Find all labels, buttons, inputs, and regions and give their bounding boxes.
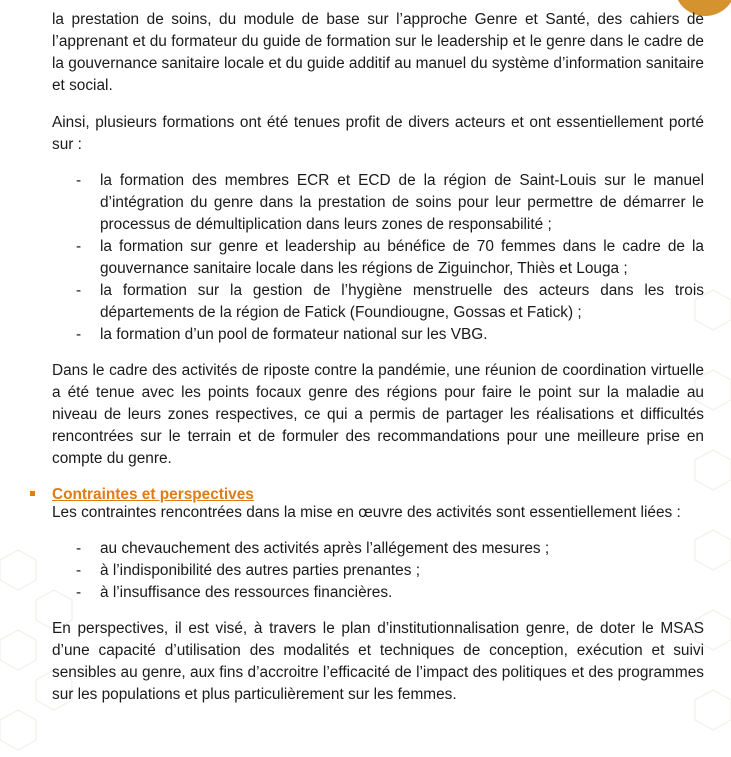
list-item [52,170,704,236]
list-item [52,538,704,560]
contraintes-paragraph: Les contraintes rencontrées dans la mise en œuvre des activités sont essentiellement liées : [52,504,681,521]
list-dash: - [76,540,82,557]
section-heading [52,484,704,502]
section-bullet-icon [30,491,35,496]
riposte-paragraph: Dans le cadre des activités de riposte contre la pandémie, une réunion de coordination virtuelle a été tenue avec les points focaux genre des régions pour faire le point sur la maladie au niveau de leurs zones respectives, ce qui a permis de partager les réalisations et difficultés rencontrées sur le terrain et de formuler des recommandations pour une meilleure prise en compte du genre. [52,362,704,467]
list-item [52,560,704,582]
list-item-text: la formation d’un pool de formateur national sur les VBG. [100,326,488,343]
list-item-text: à l’insuffisance des ressources financières. [100,584,393,601]
section-title: Contraintes et perspectives [52,486,254,503]
list-item [52,582,704,604]
list-dash: - [76,326,82,343]
perspectives-paragraph: En perspectives, il est visé, à travers le plan d’institutionnalisation genre, de doter le MSAS d’une capacité d’utilisation des modalités et techniques de conception, exécution et suivi sensibles au genre, aux fins d’accroitre l’efficacité de l’impact des politiques et des programmes sur les populations et plus particulièrement sur les femmes. [52,620,704,703]
ainsi-paragraph: Ainsi, plusieurs formations ont été tenues profit de divers acteurs et ont essentiellement porté sur : [52,114,704,153]
list-item [52,236,704,280]
list-item [52,324,704,346]
contraintes-list [52,538,704,604]
formations-list [52,170,704,346]
list-dash: - [76,562,82,579]
list-item-text: la formation sur genre et leadership au bénéfice de 70 femmes dans le cadre de la gouvernance sanitaire locale dans les régions de Ziguinchor, Thiès et Louga ; [100,238,704,277]
list-dash: - [76,282,82,299]
document-body [52,9,704,706]
list-dash: - [76,172,82,189]
list-item [52,280,704,324]
list-item-text: la formation des membres ECR et ECD de la région de Saint-Louis sur le manuel d’intégration du genre dans la prestation de soins pour leur permettre de démarrer le processus de démultiplication dans leurs zones de responsabilité ; [100,172,704,233]
intro-paragraph: la prestation de soins, du module de base sur l’approche Genre et Santé, des cahiers de l’apprenant et du formateur du guide de formation sur le leadership et le genre dans le cadre de la gouvernance sanitaire locale et du guide additif au manuel du système d’information sanitaire et social. [52,11,704,94]
list-item-text: la formation sur la gestion de l’hygiène menstruelle des acteurs dans les trois départements de la région de Fatick (Foundiougne, Gossas et Fatick) ; [100,282,704,321]
list-item-text: à l’indisponibilité des autres parties prenantes ; [100,562,420,579]
list-dash: - [76,584,82,601]
list-item-text: au chevauchement des activités après l’allégement des mesures ; [100,540,550,557]
list-dash: - [76,238,82,255]
